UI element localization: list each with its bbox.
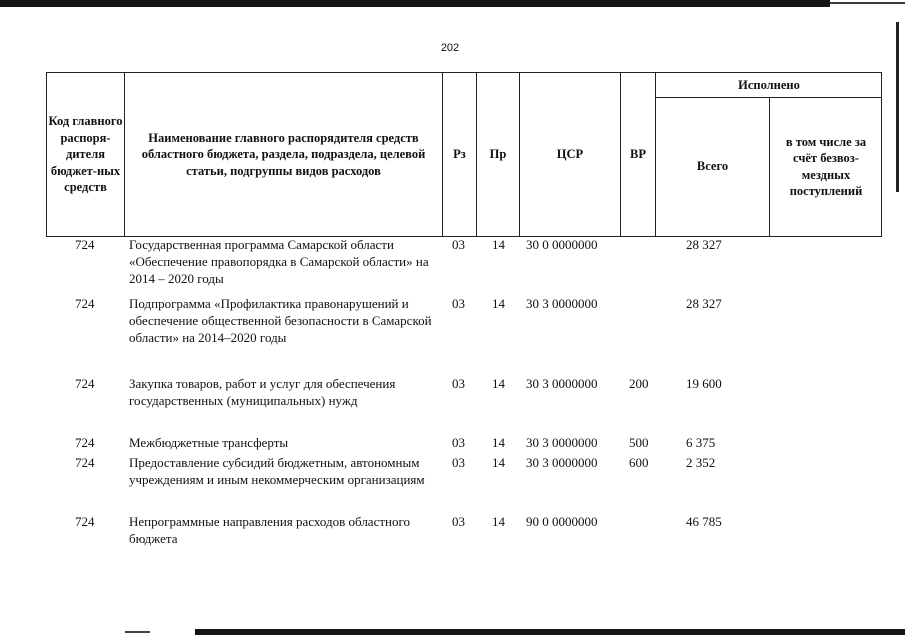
cell-pr: 14 xyxy=(492,514,505,529)
header-name: Наименование главного распорядителя средств областного бюджета, раздела, подраздела, целевой статьи, подгруппы видов расходов xyxy=(141,130,426,178)
cell-name: Предоставление субсидий бюджетным, автономным учреждениям и иным некоммерческим организациям xyxy=(129,455,425,487)
cell-total: 19 600 xyxy=(686,376,722,391)
cell-csr: 30 3 0000000 xyxy=(526,455,598,470)
header-code: Код главного распоря-дителя бюджет-ных средств xyxy=(48,114,123,195)
cell-pr: 14 xyxy=(492,296,505,311)
cell-total: 28 327 xyxy=(686,237,722,252)
cell-code: 724 xyxy=(75,514,95,529)
cell-vr: 600 xyxy=(629,455,649,470)
cell-csr: 30 0 0000000 xyxy=(526,237,598,252)
cell-name: Подпрограмма «Профилактика правонарушений и обеспечение общественной безопасности в Самарской области» на 2014–2020 годы xyxy=(129,296,432,345)
header-vr: ВР xyxy=(630,147,646,162)
col-divider-code xyxy=(124,72,125,237)
cell-pr: 14 xyxy=(492,455,505,470)
scan-edge-top xyxy=(0,0,830,7)
cell-name: Межбюджетные трансферты xyxy=(129,435,289,450)
cell-rz: 03 xyxy=(452,237,465,252)
scan-edge-right xyxy=(896,22,899,192)
cell-total: 6 375 xyxy=(686,435,716,450)
cell-rz: 03 xyxy=(452,435,465,450)
cell-csr: 30 3 0000000 xyxy=(526,296,598,311)
cell-code: 724 xyxy=(75,435,95,450)
scan-edge-bottom xyxy=(195,629,905,635)
col-divider-total xyxy=(769,97,770,237)
page-number: 202 xyxy=(440,42,460,54)
header-csr: ЦСР xyxy=(556,147,584,162)
cell-rz: 03 xyxy=(452,514,465,529)
header-executed: Исполнено xyxy=(738,77,800,92)
cell-name: Закупка товаров, работ и услуг для обеспечения государственных (муниципальных) нужд xyxy=(129,376,396,408)
cell-code: 724 xyxy=(75,296,95,311)
scan-edge-top-thin xyxy=(830,2,905,4)
cell-code: 724 xyxy=(75,237,95,252)
header-gratuitous: в том числе за счёт безвоз-мездных поступлений xyxy=(785,134,867,198)
cell-rz: 03 xyxy=(452,455,465,470)
cell-vr: 200 xyxy=(629,376,649,391)
cell-code: 724 xyxy=(75,376,95,391)
cell-total: 46 785 xyxy=(686,514,722,529)
cell-pr: 14 xyxy=(492,376,505,391)
scan-edge-bottom-left xyxy=(125,631,150,633)
cell-code: 724 xyxy=(75,455,95,470)
cell-csr: 30 3 0000000 xyxy=(526,376,598,391)
cell-csr: 30 3 0000000 xyxy=(526,435,598,450)
cell-rz: 03 xyxy=(452,296,465,311)
cell-pr: 14 xyxy=(492,237,505,252)
header-total: Всего xyxy=(696,159,729,174)
cell-vr: 500 xyxy=(629,435,649,450)
cell-total: 28 327 xyxy=(686,296,722,311)
cell-name: Непрограммные направления расходов областного бюджета xyxy=(129,514,410,546)
header-pr: Пр xyxy=(489,147,507,162)
cell-rz: 03 xyxy=(452,376,465,391)
cell-csr: 90 0 0000000 xyxy=(526,514,598,529)
cell-name: Государственная программа Самарской области «Обеспечение правопорядка в Самарской области» на 2014 – 2020 годы xyxy=(129,237,429,286)
cell-total: 2 352 xyxy=(686,455,716,470)
cell-pr: 14 xyxy=(492,435,505,450)
header-rz: Рз xyxy=(453,147,466,162)
